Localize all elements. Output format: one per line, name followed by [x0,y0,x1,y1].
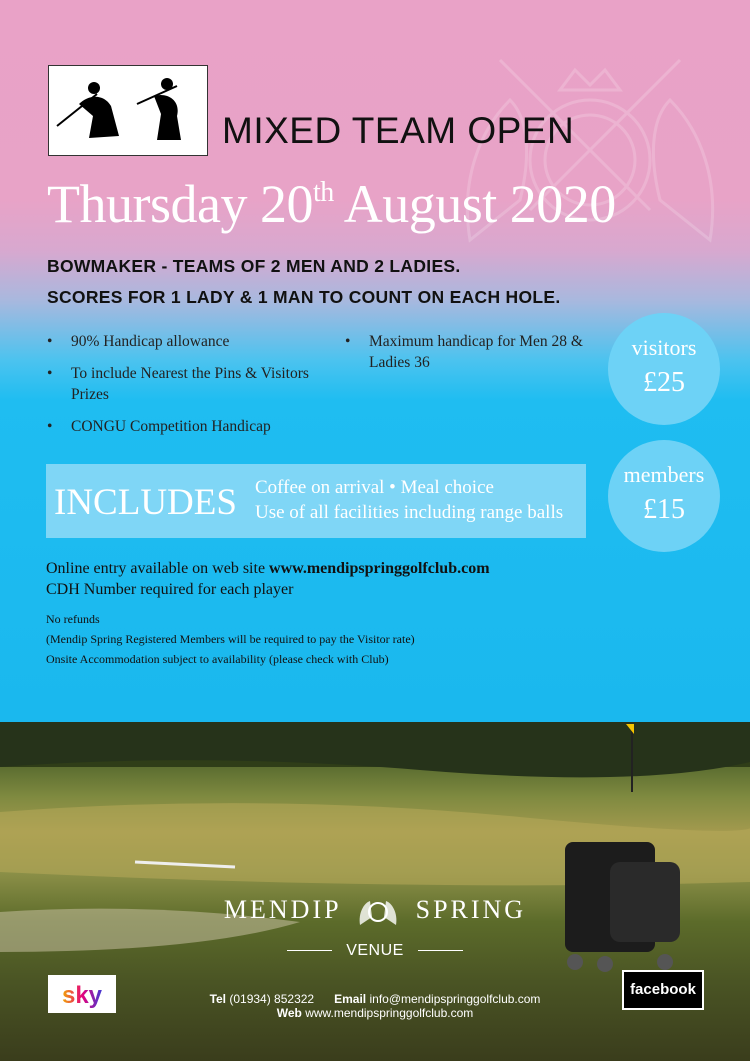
scoring-subtitle: SCORES FOR 1 LADY & 1 MAN TO COUNT ON EACH HOLE. [47,287,561,307]
bullet-item: • Maximum handicap for Men 28 & Ladies 36 [345,331,605,373]
note-line: Onsite Accommodation subject to availability (please check with Club) [46,652,389,666]
event-date [47,173,616,235]
divider [418,950,463,951]
includes-line: Use of all facilities including range balls [255,502,564,523]
members-price: £15 [643,494,685,525]
venue-brand [0,895,750,929]
date-month-year: August 2020 [343,174,616,234]
members-price-badge [608,440,720,552]
terms-notes [46,609,415,669]
note-line: No refunds [46,612,100,626]
venue-label: VENUE [346,942,404,959]
online-entry-text: Online entry available on web site [46,560,270,577]
web-address[interactable]: www.mendipspringgolfclub.com [305,1006,474,1020]
sky-icon [48,975,116,1013]
website-link[interactable]: www.mendipspringgolfclub.com [269,560,490,577]
bullet-list-right [345,331,605,384]
members-label: members [623,462,705,487]
includes-text [255,475,563,525]
bullet-list-left [47,331,317,448]
tel-label: Tel [209,992,227,1006]
sky-logo [48,975,116,1013]
venue-name-left: MENDIP [223,895,341,924]
includes-heading: INCLUDES [54,482,237,523]
web-label: Web [276,1006,302,1020]
golfers-icon [49,66,207,155]
cdh-note: CDH Number required for each player [46,581,294,598]
email-address[interactable]: info@mendipspringgolfclub.com [369,992,541,1006]
sky-text: sky [61,982,103,1009]
venue-name-right: SPRING [415,895,527,924]
golfer-silhouettes-logo [48,65,208,156]
date-day: Thursday 20 [47,174,313,234]
email-label: Email [334,992,367,1006]
note-line: (Mendip Spring Registered Members will be required to pay the Visitor rate) [46,632,415,646]
format-subtitle: BOWMAKER - TEAMS OF 2 MEN AND 2 LADIES. [47,256,461,276]
facebook-button[interactable]: facebook [622,970,704,1010]
includes-panel [46,464,586,538]
divider [287,950,332,951]
crest-icon [356,895,400,929]
visitors-label: visitors [631,335,697,360]
bullet-item: • To include Nearest the Pins & Visitors Prizes [47,363,317,405]
visitors-price: £25 [643,367,685,398]
visitors-price-badge [608,313,720,425]
bullet-item: • CONGU Competition Handicap [47,416,317,437]
venue-label-row [0,942,750,960]
includes-line: Coffee on arrival • Meal choice [255,477,494,498]
entry-info [46,558,490,600]
tel-number: (01934) 852322 [229,992,315,1006]
event-title: MIXED TEAM OPEN [222,110,575,151]
bullet-item: • 90% Handicap allowance [47,331,317,352]
date-suffix: th [312,177,334,208]
